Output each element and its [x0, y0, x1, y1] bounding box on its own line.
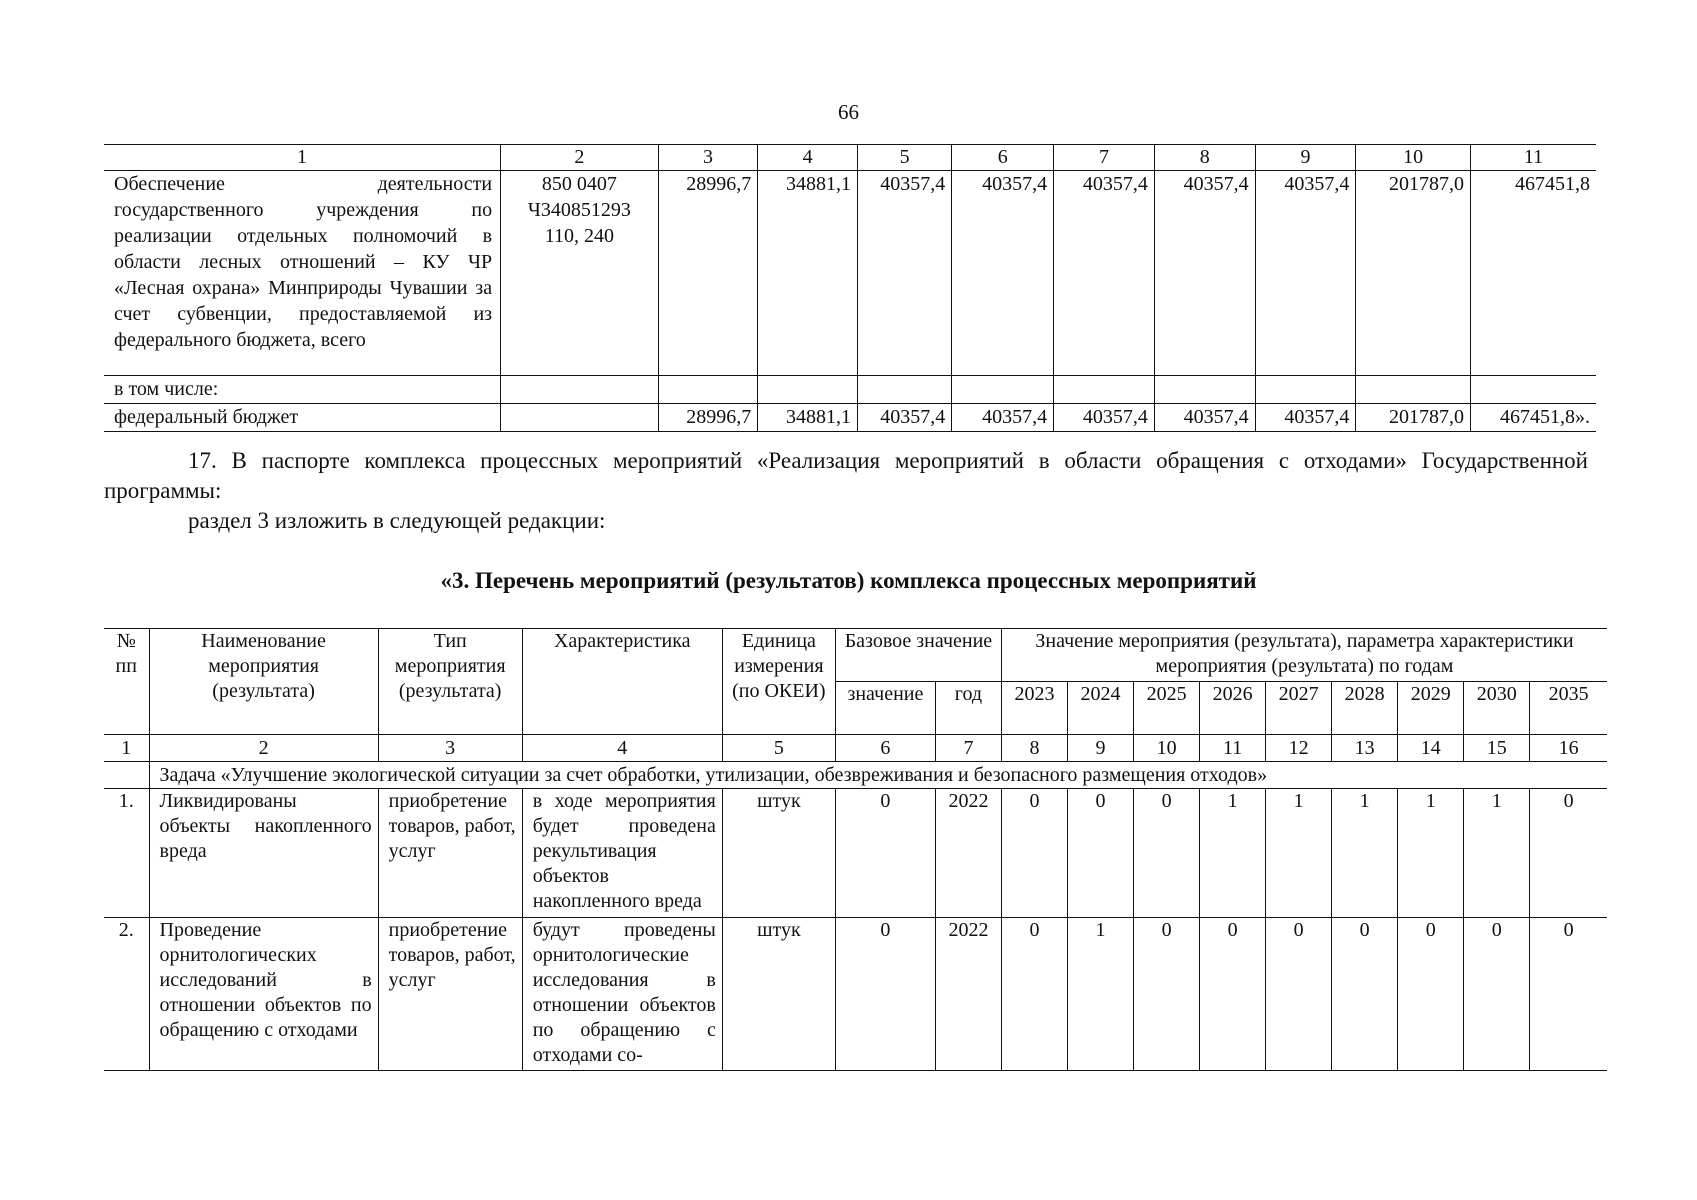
col-number: 10 — [1134, 735, 1200, 762]
code-line: Ч340851293 — [527, 199, 631, 221]
header-year: 2023 — [1001, 682, 1067, 735]
row-unit: штук — [722, 918, 835, 1071]
row-base-year: 2022 — [935, 918, 1001, 1071]
row-year-value: 1 — [1068, 918, 1134, 1071]
paragraph-instruction: раздел 3 изложить в следующей редакции: — [188, 508, 606, 533]
row-year-value: 0 — [1001, 918, 1067, 1071]
col-number: 5 — [857, 145, 951, 171]
header-year: 2027 — [1266, 682, 1332, 735]
value-cell: 40357,4 — [857, 171, 951, 376]
col-number: 7 — [935, 735, 1001, 762]
header-year: 2030 — [1464, 682, 1530, 735]
header-year: 2028 — [1332, 682, 1398, 735]
row-characteristic: будут проведены орнитологические исследования в отношении объектов по обращению с отходами со- — [522, 918, 722, 1071]
column-numbers-row — [104, 735, 1607, 762]
col-number: 12 — [1266, 735, 1332, 762]
task-row — [104, 762, 1607, 789]
row-year-value: 1 — [1266, 789, 1332, 918]
col-number: 11 — [1471, 145, 1596, 171]
header-name: Наименование мероприятия (результата) — [149, 629, 378, 735]
row-year-value: 0 — [1001, 789, 1067, 918]
header-year: 2026 — [1200, 682, 1266, 735]
table-row — [104, 404, 1596, 432]
header-year: 2029 — [1398, 682, 1464, 735]
header-unit: Единица измерения (по ОКЕИ) — [722, 629, 835, 735]
including-label: в том числе: — [104, 376, 501, 404]
budget-code — [501, 171, 659, 376]
value-cell: 201787,0 — [1356, 171, 1471, 376]
row-year-value: 0 — [1134, 789, 1200, 918]
activities-table — [104, 628, 1607, 1071]
value-cell: 40357,4 — [1054, 171, 1155, 376]
row-description: Обеспечение деятельности государственного учреждения по реализации отдельных полномочий в области лесных отношений – КУ ЧР «Лесная охрана» Минприроды Чувашии за счет субвенции, предоставляемой из федерального бюджета, всего — [104, 171, 501, 376]
row-type: приобретение товаров, работ, услуг — [378, 918, 522, 1071]
row-year-value: 0 — [1068, 789, 1134, 918]
table-row — [104, 789, 1607, 918]
header-year: 2025 — [1134, 682, 1200, 735]
row-year-value: 0 — [1200, 918, 1266, 1071]
row-year-value: 0 — [1134, 918, 1200, 1071]
row-base-year: 2022 — [935, 789, 1001, 918]
row-base-value: 0 — [835, 918, 935, 1071]
value-cell: 40357,4 — [1255, 404, 1356, 432]
value-cell: 40357,4 — [1054, 404, 1155, 432]
code-line: 110, 240 — [544, 225, 614, 247]
row-characteristic: в ходе мероприятия будет проведена рекультивация объектов накопленного вреда — [522, 789, 722, 918]
row-num: 1. — [104, 789, 149, 918]
code-line: 850 0407 — [541, 173, 617, 195]
col-number: 2 — [149, 735, 378, 762]
page-number: 66 — [838, 100, 859, 124]
value-cell: 40357,4 — [952, 404, 1054, 432]
col-number: 8 — [1154, 145, 1255, 171]
header-values-by-year: Значение мероприятия (результата), параметра характеристики мероприятия (результата) по годам — [1001, 629, 1607, 682]
col-number: 5 — [722, 735, 835, 762]
header-base-year: год — [935, 682, 1001, 735]
table-row — [104, 918, 1607, 1071]
col-number: 13 — [1332, 735, 1398, 762]
col-number: 9 — [1255, 145, 1356, 171]
col-number: 15 — [1464, 735, 1530, 762]
row-year-value: 1 — [1398, 789, 1464, 918]
col-number: 3 — [378, 735, 522, 762]
header-year: 2035 — [1530, 682, 1607, 735]
section-title: «3. Перечень мероприятий (результатов) комплекса процессных мероприятий — [440, 568, 1257, 593]
header-year: 2024 — [1068, 682, 1134, 735]
row-year-value: 1 — [1332, 789, 1398, 918]
row-type: приобретение товаров, работ, услуг — [378, 789, 522, 918]
row-year-value: 1 — [1200, 789, 1266, 918]
value-cell: 40357,4 — [857, 404, 951, 432]
col-number: 8 — [1001, 735, 1067, 762]
task-title: Задача «Улучшение экологической ситуации за счет обработки, утилизации, обезвреживания и безопасного размещения отходов» — [149, 762, 1607, 789]
value-cell: 40357,4 — [1154, 171, 1255, 376]
paragraph-17: 17. В паспорте комплекса процессных мероприятий «Реализация мероприятий в области обращения с отходами» Государственной программы: — [104, 448, 1588, 503]
funding-table — [104, 144, 1596, 432]
row-year-value: 0 — [1464, 918, 1530, 1071]
federal-budget-label: федеральный бюджет — [104, 404, 501, 432]
row-name: Проведение орнитологических исследований в отношении объектов по обращению с отходами — [149, 918, 378, 1071]
value-cell: 28996,7 — [658, 404, 758, 432]
col-number: 1 — [104, 735, 149, 762]
value-cell: 467451,8 — [1471, 171, 1596, 376]
col-number: 3 — [658, 145, 758, 171]
row-year-value: 0 — [1266, 918, 1332, 1071]
header-characteristic: Характеристика — [522, 629, 722, 735]
col-number: 7 — [1054, 145, 1155, 171]
row-name: Ликвидированы объекты накопленного вреда — [149, 789, 378, 918]
row-year-value: 0 — [1332, 918, 1398, 1071]
header-base: Базовое значение — [835, 629, 1001, 682]
col-number: 14 — [1398, 735, 1464, 762]
row-year-value: 0 — [1398, 918, 1464, 1071]
row-year-value: 1 — [1464, 789, 1530, 918]
value-cell: 40357,4 — [1154, 404, 1255, 432]
value-cell: 201787,0 — [1356, 404, 1471, 432]
row-unit: штук — [722, 789, 835, 918]
row-num: 2. — [104, 918, 149, 1071]
col-number: 2 — [501, 145, 659, 171]
value-cell: 40357,4 — [1255, 171, 1356, 376]
col-number: 9 — [1068, 735, 1134, 762]
value-cell: 34881,1 — [758, 404, 858, 432]
col-number: 16 — [1530, 735, 1607, 762]
col-number: 4 — [758, 145, 858, 171]
table-row — [104, 376, 1596, 404]
col-number: 1 — [104, 145, 501, 171]
row-year-value: 0 — [1530, 918, 1607, 1071]
col-number: 4 — [522, 735, 722, 762]
header-type: Тип мероприятия (результата) — [378, 629, 522, 735]
col-number: 11 — [1200, 735, 1266, 762]
table1-header-row — [104, 145, 1596, 171]
value-cell: 40357,4 — [952, 171, 1054, 376]
col-number: 10 — [1356, 145, 1471, 171]
value-cell: 28996,7 — [658, 171, 758, 376]
col-number: 6 — [835, 735, 935, 762]
row-base-value: 0 — [835, 789, 935, 918]
table-row — [104, 171, 1596, 376]
header-num: № пп — [104, 629, 149, 735]
table2-header-row — [104, 629, 1607, 682]
value-cell: 34881,1 — [758, 171, 858, 376]
value-cell: 467451,8». — [1471, 404, 1596, 432]
header-base-value: значение — [835, 682, 935, 735]
row-year-value: 0 — [1530, 789, 1607, 918]
col-number: 6 — [952, 145, 1054, 171]
